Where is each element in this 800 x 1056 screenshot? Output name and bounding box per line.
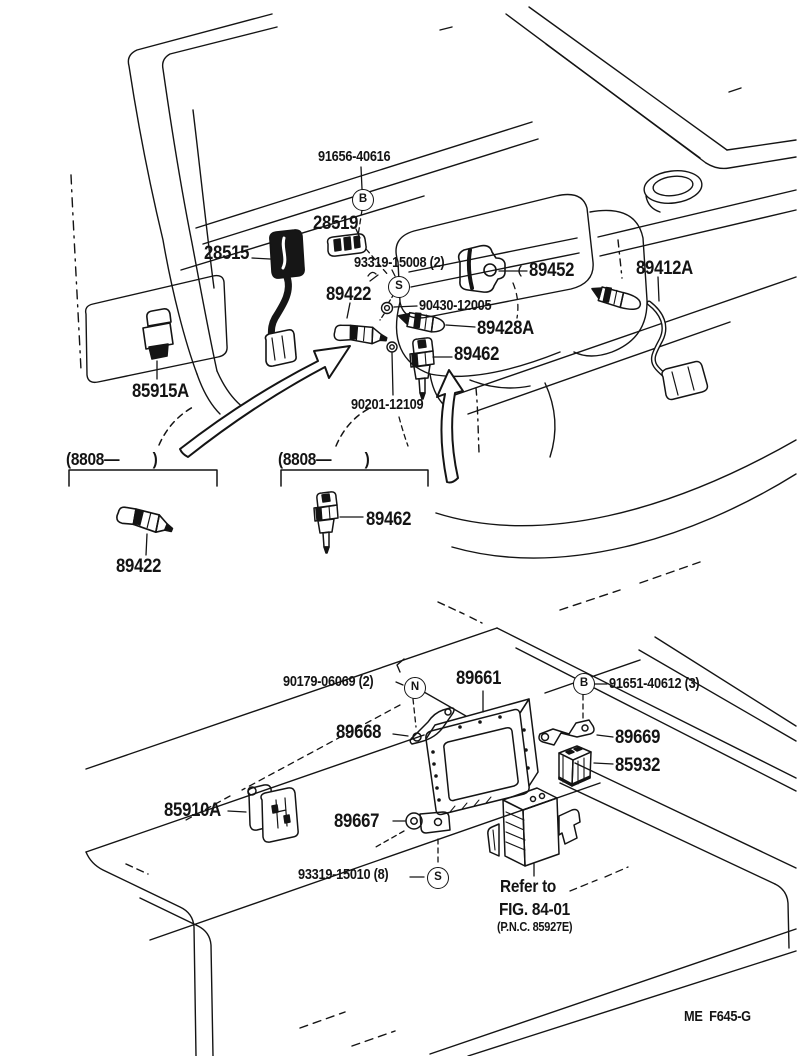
bracket-89667-drawing — [406, 812, 450, 833]
figure-code: ME F645-G — [684, 1009, 751, 1025]
cab-window-right — [506, 7, 796, 212]
refer-note-line2: FIG. 84-01 — [499, 899, 570, 919]
part-label-89669: 89669 — [615, 727, 661, 748]
part-label-89667: 89667 — [334, 811, 380, 832]
part-label-85910A: 85910A — [164, 800, 221, 821]
production-range-close: ) — [364, 449, 370, 469]
production-range-open: (8808— — [278, 449, 332, 469]
cab-window-left — [71, 14, 452, 414]
production-range-close: ) — [152, 449, 158, 469]
screw-symbol-top: S — [388, 276, 410, 298]
part-label-89412A: 89412A — [636, 258, 693, 279]
part-label-89668: 89668 — [336, 722, 382, 743]
part-label-89422-main: 89422 — [326, 284, 372, 305]
production-range-left — [66, 451, 158, 469]
relay-85932-drawing — [559, 746, 591, 786]
production-range-right — [278, 451, 370, 469]
part-label-89661: 89661 — [456, 668, 502, 689]
part-label-28519: 28519 — [313, 213, 359, 234]
fuel-cap — [642, 168, 703, 212]
bolt-symbol-top: B — [352, 189, 374, 211]
bracket-89669-drawing — [539, 720, 594, 745]
part-label-91656-40616: 91656-40616 — [318, 149, 391, 165]
sensor-89462-main-drawing — [410, 338, 434, 399]
part-label-28515: 28515 — [204, 243, 250, 264]
part-label-89462-duplicate: 89462 — [366, 509, 412, 530]
body-panel-lines — [86, 602, 796, 1056]
part-label-89428A: 89428A — [477, 318, 534, 339]
refer-note-line1: Refer to — [500, 876, 557, 896]
screw-symbol-bottom: S — [427, 867, 449, 889]
big-arrow — [180, 346, 350, 457]
small-arrow — [437, 370, 463, 483]
production-brackets-lines — [69, 407, 428, 486]
part-label-85915A: 85915A — [132, 381, 189, 402]
part-label-91651-40612: 91651-40612 (3) — [609, 676, 700, 692]
sensor-85915A-drawing — [143, 309, 173, 359]
part-label-93319-15008: 93319-15008 (2) — [354, 255, 445, 271]
bolt-symbol-bottom: B — [573, 673, 595, 695]
sensor-89462-duplicate-drawing — [314, 492, 363, 553]
bracket-89668-drawing — [410, 708, 454, 744]
part-label-89422-duplicate: 89422 — [116, 556, 162, 577]
nut-symbol: N — [404, 677, 426, 699]
part-label-89462-main: 89462 — [454, 344, 500, 365]
sensor-89422-main-drawing — [333, 319, 388, 350]
part-label-90201-12109: 90201-12109 — [351, 397, 424, 413]
ignition-coil-28515-drawing — [265, 230, 304, 366]
production-range-open: (8808— — [66, 449, 120, 469]
ecu-89661-drawing — [426, 699, 538, 815]
refer-note-line3: (P.N.C. 85927E) — [497, 920, 573, 934]
washer-rings — [382, 303, 398, 353]
part-label-93319-15010: 93319-15010 (8) — [298, 867, 389, 883]
part-label-85932: 85932 — [615, 755, 661, 776]
part-label-89452: 89452 — [529, 260, 575, 281]
part-label-90179-06069: 90179-06069 (2) — [283, 674, 374, 690]
oxygen-sensor-89412A-drawing — [589, 282, 708, 400]
sensor-89422-duplicate-drawing — [115, 500, 175, 555]
connector-85910A-drawing — [248, 785, 298, 842]
part-label-90430-12005: 90430-12005 — [419, 298, 492, 314]
